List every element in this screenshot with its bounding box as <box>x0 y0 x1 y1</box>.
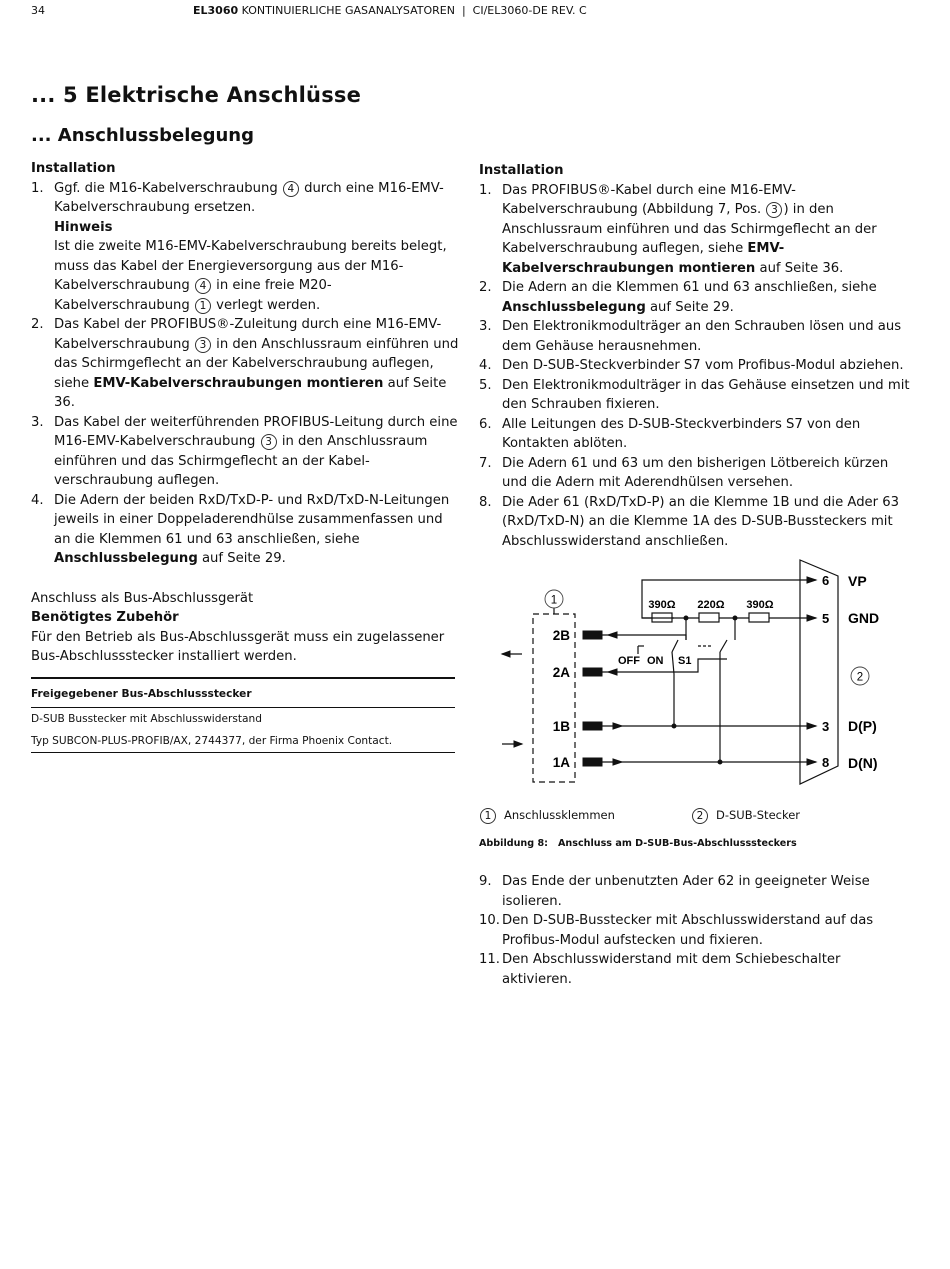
figure-label: Abbildung 8: <box>479 838 548 849</box>
list-item <box>479 415 911 454</box>
pin-number: 6 <box>822 573 830 588</box>
list-item <box>479 317 911 356</box>
terminal-label: 2A <box>552 665 570 680</box>
step-number: 11. <box>479 952 500 967</box>
note-heading: Hinweis <box>54 219 113 235</box>
list-item <box>479 356 911 376</box>
step-number: 8. <box>479 494 492 510</box>
list-item <box>479 872 911 911</box>
step-text: Die Ader 61 (RxD/TxD-P) an die Klemme 1B und die Ader 63 (RxD/TxD-N) an die Klemme 1A des D-SUB-Bussteckers mit Abschlusswiderstand anschließen. <box>502 494 900 549</box>
callout-marker: 3 <box>195 337 211 353</box>
header-product: EL3060 <box>193 4 239 17</box>
list-item <box>479 911 911 950</box>
header-separator: | <box>461 4 466 17</box>
pin-label: GND <box>848 610 880 626</box>
terminal-label: 1B <box>552 719 570 734</box>
subsection-title: ... Anschlussbelegung <box>31 125 255 146</box>
step-text: auf Seite 29. <box>197 551 286 566</box>
cross-reference-link[interactable]: EMV-Kabelverschraubungen montieren <box>93 375 384 391</box>
step-text: Die Adern 61 und 63 um den bisherigen Lötbereich kürzen und die Adern mit Aderendhülsen versehen. <box>502 455 889 490</box>
switch-name: S1 <box>678 655 692 667</box>
step-text: Den D-SUB-Steckverbinder S7 vom Profibus-Modul abziehen. <box>502 358 904 373</box>
plug-2a <box>583 668 602 676</box>
figure-caption <box>479 838 797 849</box>
step-text: Alle Leitungen des D-SUB-Steckverbinders S7 von den Kontakten ablöten. <box>502 416 861 451</box>
accessory-heading: Benötigtes Zubehör <box>31 610 179 625</box>
plug-2b <box>583 631 602 639</box>
callout-marker: 3 <box>261 434 277 450</box>
step-number: 3. <box>479 319 492 334</box>
figure-title: Anschluss am D-SUB-Bus-Abschlusssteckers <box>557 838 797 849</box>
dsub-connector-outline <box>800 560 838 784</box>
step-number: 4. <box>479 358 492 373</box>
terminal-label: 2B <box>552 628 570 643</box>
step-text: auf Seite 29. <box>645 299 734 315</box>
list-item <box>31 491 461 569</box>
pin-number: 5 <box>822 611 830 626</box>
switch-off-label: OFF <box>618 655 640 667</box>
page-number: 34 <box>31 4 45 17</box>
callout-marker: 4 <box>283 181 299 197</box>
step-number: 10. <box>479 913 500 928</box>
step-text: in den Anschlussraum einführen und das Schirmgeflecht an der Kabel-verschraubung auflegen. <box>54 434 428 488</box>
step-number: 3. <box>31 414 44 430</box>
arrow-right-icon <box>514 741 522 747</box>
step-text: Das Kabel der weiterführenden PROFIBUS-Leitung durch eine M16-EMV-Kabelverschraubung <box>54 414 458 449</box>
callout-marker: 3 <box>766 202 782 218</box>
plug-1b <box>583 722 602 730</box>
step-text: Die Adern der beiden RxD/TxD-P- und RxD/TxD-N-Leitungen jeweils in einer Doppeladerendhülse zusammenfassen und an die Klemmen 61 und 63 anschließen, siehe <box>54 492 450 547</box>
step-text: Den Elektronikmodulträger in das Gehäuse einsetzen und mit den Schrauben fixieren. <box>502 377 910 412</box>
pin-label: D(P) <box>848 718 877 734</box>
bus-text: Für den Betrieb als Bus-Abschlussgerät muss ein zugelassener Bus-Abschlussstecker installiert werden. <box>31 629 445 664</box>
legend-item-1 <box>479 806 615 824</box>
list-item <box>479 278 911 317</box>
step-number: 6. <box>479 416 492 432</box>
header-doc-title: KONTINUIERLICHE GASANALYSATOREN <box>241 4 455 17</box>
list-item <box>479 181 911 279</box>
section-title: ... 5 Elektrische Anschlüsse <box>31 83 362 107</box>
installation-heading-right: Installation <box>479 163 564 178</box>
bus-heading: Anschluss als Bus-Abschlussgerät <box>31 590 254 606</box>
step-text: Den Elektronikmodulträger an den Schrauben lösen und aus dem Gehäuse herausnehmen. <box>502 319 902 354</box>
resistor-value: 390Ω <box>648 599 676 611</box>
right-steps-list-continued <box>479 872 911 989</box>
note-text-part: Ist die zweite M16-EMV-Kabelverschraubung bereits belegt, muss das Kabel der Energieversorgung aus der M16-Kabelverschraubung <box>54 239 447 293</box>
cross-reference-link[interactable]: EMV-Kabelverschraubungen montieren <box>502 241 785 276</box>
step-text: durch eine M16-EMV-Kabelverschraubung ersetzen. <box>54 180 444 215</box>
resistor-3 <box>749 613 769 622</box>
header-doc-ref: CI/EL3060-DE REV. C <box>472 4 587 17</box>
callout-marker: 1 <box>195 298 211 314</box>
pin-number: 8 <box>822 755 830 770</box>
callout-1: 1 <box>550 594 558 607</box>
step-text: ) in den Anschlussraum einführen und das Schirmgeflecht an der Kabelverschraubung auflegen, siehe <box>502 202 877 256</box>
table-cell: D-SUB Busstecker mit Abschlusswiderstand <box>31 713 262 725</box>
step-number: 2. <box>31 317 44 332</box>
callout-marker: 4 <box>195 278 211 294</box>
list-item <box>479 493 911 552</box>
list-item <box>31 413 461 491</box>
pin-number: 3 <box>822 719 830 734</box>
legend-label: D-SUB-Stecker <box>716 808 801 822</box>
step-number: 9. <box>479 874 492 889</box>
table-cell: Typ SUBCON-PLUS-PROFIB/AX, 2744377, der Firma Phoenix Contact. <box>31 730 455 753</box>
step-text: Das PROFIBUS®-Kabel durch eine M16-EMV-Kabelverschraubung (Abbildung 7, Pos. <box>502 182 796 217</box>
list-item <box>31 179 461 316</box>
legend-label: Anschlussklemmen <box>504 808 615 822</box>
step-text: Den D-SUB-Busstecker mit Abschlusswiderstand auf das Profibus-Modul aufstecken und fixieren. <box>502 913 874 948</box>
cross-reference-link[interactable]: Anschlussbelegung <box>502 299 646 315</box>
table-header: Freigegebener Bus-Abschlussstecker <box>31 678 455 708</box>
arrow-left-icon <box>502 651 510 657</box>
switch-contact-1 <box>672 640 678 652</box>
note-text-part: in eine freie M20-Kabelverschraubung <box>54 278 332 313</box>
step-text: Das Ende der unbenutzten Ader 62 in geeigneter Weise isolieren. <box>502 874 870 909</box>
note-text <box>54 237 461 315</box>
accessory-table <box>31 677 455 754</box>
terminal-label: 1A <box>552 755 570 770</box>
header-title <box>193 4 587 18</box>
step-number: 2. <box>479 280 492 295</box>
step-text: Das Kabel der PROFIBUS®-Zuleitung durch eine M16-EMV-Kabelverschraubung <box>54 317 442 352</box>
right-column <box>479 161 911 551</box>
plug-1a <box>583 758 602 766</box>
right-column-continued <box>479 872 911 989</box>
step-number: 5. <box>479 377 492 393</box>
step-text: Den Abschlusswiderstand mit dem Schiebeschalter aktivieren. <box>502 952 841 987</box>
wiring-diagram <box>498 556 898 788</box>
resistor-value: 220Ω <box>697 599 725 611</box>
installation-heading-left: Installation <box>31 161 116 176</box>
legend-marker: 2 <box>692 808 708 824</box>
switch-on-label: ON <box>647 655 664 667</box>
left-steps-list <box>31 179 461 569</box>
note-text-part: verlegt werden. <box>211 297 321 313</box>
step-text: Die Adern an die Klemmen 61 und 63 anschließen, siehe <box>502 280 877 295</box>
pin-label: D(N) <box>848 755 878 771</box>
step-number: 1. <box>31 180 44 196</box>
switch-contact-2 <box>720 640 727 652</box>
step-number: 4. <box>31 492 44 508</box>
resistor-value: 390Ω <box>746 599 774 611</box>
list-item <box>479 454 911 493</box>
pin-label: VP <box>848 573 867 589</box>
step-number: 7. <box>479 455 492 471</box>
list-item <box>479 376 911 415</box>
step-text: auf Seite 36. <box>755 260 844 276</box>
step-number: 1. <box>479 182 492 198</box>
callout-2: 2 <box>856 671 864 684</box>
legend-marker: 1 <box>480 808 496 824</box>
step-text: Ggf. die M16-Kabelverschraubung <box>54 180 282 196</box>
step-text: auf Seite 36. <box>54 375 447 410</box>
spacer <box>31 569 461 589</box>
left-column <box>31 159 461 753</box>
resistor-2 <box>699 613 719 622</box>
step-text: in den Anschlussraum einführen und das Schirmgeflecht an der Kabelverschraubung auflegen, siehe <box>54 336 459 391</box>
cross-reference-link[interactable]: Anschlussbelegung <box>54 551 198 566</box>
list-item <box>479 950 911 989</box>
right-steps-list <box>479 181 911 552</box>
legend-item-2 <box>691 806 800 824</box>
list-item <box>31 315 461 413</box>
